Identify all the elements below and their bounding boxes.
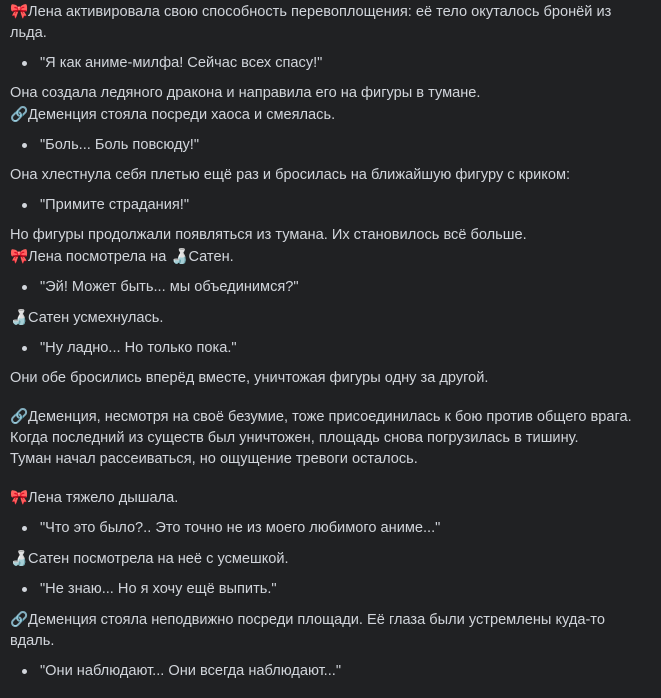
narration-line xyxy=(10,449,647,470)
narration-text: Когда последний из существ был уничтожен, площадь снова погрузилась в тишину. xyxy=(10,430,579,446)
narration-line xyxy=(10,368,647,389)
narration-text: Но фигуры продолжали появляться из тумана. Их становилось всё больше. xyxy=(10,227,527,243)
narration-line xyxy=(10,246,647,268)
quote-text: "Ну ладно... Но только пока." xyxy=(40,340,237,356)
narration-line xyxy=(10,1,647,44)
narration-text: Сатен. xyxy=(188,249,234,265)
narration-text: Она хлестнула себя плетью ещё раз и бросилась на ближайшую фигуру с криком: xyxy=(10,167,571,183)
list-item xyxy=(10,195,647,216)
ribbon-icon: 🎀 xyxy=(10,248,29,265)
quote-text: "Что это было?.. Это точно не из моего любимого аниме..." xyxy=(40,520,441,536)
narration-line xyxy=(10,406,647,428)
narration-text: Они обе бросились вперёд вместе, уничтожая фигуры одну за другой. xyxy=(10,370,489,386)
list-item xyxy=(10,338,647,359)
quote-text: "Я как аниме-милфа! Сейчас всех спасу!" xyxy=(40,55,323,71)
link-icon: 🔗 xyxy=(10,408,29,425)
narration-line xyxy=(10,609,647,652)
list-item xyxy=(10,579,647,600)
narration-line xyxy=(10,428,647,449)
narration-text: Сатен усмехнулась. xyxy=(28,310,164,326)
narration-line xyxy=(10,104,647,126)
narration-text: Лена активировала свою способность перевоплощения: её тело окуталось бронёй из льда. xyxy=(10,4,612,41)
list-item xyxy=(10,661,647,682)
sake-bottle-icon: 🍶 xyxy=(10,309,29,326)
list-item xyxy=(10,518,647,539)
list-item xyxy=(10,277,647,298)
link-icon: 🔗 xyxy=(10,106,29,123)
narration-text: Деменция стояла посреди хаоса и смеялась. xyxy=(28,107,336,123)
narration-text: Она создала ледяного дракона и направила его на фигуры в тумане. xyxy=(10,85,481,101)
sake-bottle-icon: 🍶 xyxy=(10,550,29,567)
quote-text: "Примите страдания!" xyxy=(40,197,190,213)
narration-text: Туман начал рассеиваться, но ощущение тревоги осталось. xyxy=(10,451,418,467)
quote-text: "Боль... Боль повсюду!" xyxy=(40,137,200,153)
list-item xyxy=(10,135,647,156)
narration-line xyxy=(10,307,647,329)
ribbon-icon: 🎀 xyxy=(10,489,29,506)
sake-bottle-icon: 🍶 xyxy=(170,248,189,265)
narration-text: Лена посмотрела на xyxy=(28,249,167,265)
narration-text: Лена тяжело дышала. xyxy=(28,490,179,506)
narration-line xyxy=(10,225,647,246)
narration-line xyxy=(10,165,647,186)
narration-text: Сатен посмотрела на неё с усмешкой. xyxy=(28,551,289,567)
ribbon-icon: 🎀 xyxy=(10,3,29,20)
link-icon: 🔗 xyxy=(10,611,29,628)
narration-line xyxy=(10,548,647,570)
narration-text: Деменция, несмотря на своё безумие, тоже присоединилась к бою против общего врага. xyxy=(28,409,632,425)
narration-line xyxy=(10,487,647,509)
list-item xyxy=(10,53,647,74)
quote-text: "Эй! Может быть... мы объединимся?" xyxy=(40,279,299,295)
narration-text: Деменция стояла неподвижно посреди площади. Её глаза были устремлены куда-то вдаль. xyxy=(10,612,605,649)
narration-line xyxy=(10,83,647,104)
quote-text: "Не знаю... Но я хочу ещё выпить." xyxy=(40,581,277,597)
quote-text: "Они наблюдают... Они всегда наблюдают..." xyxy=(40,663,342,679)
